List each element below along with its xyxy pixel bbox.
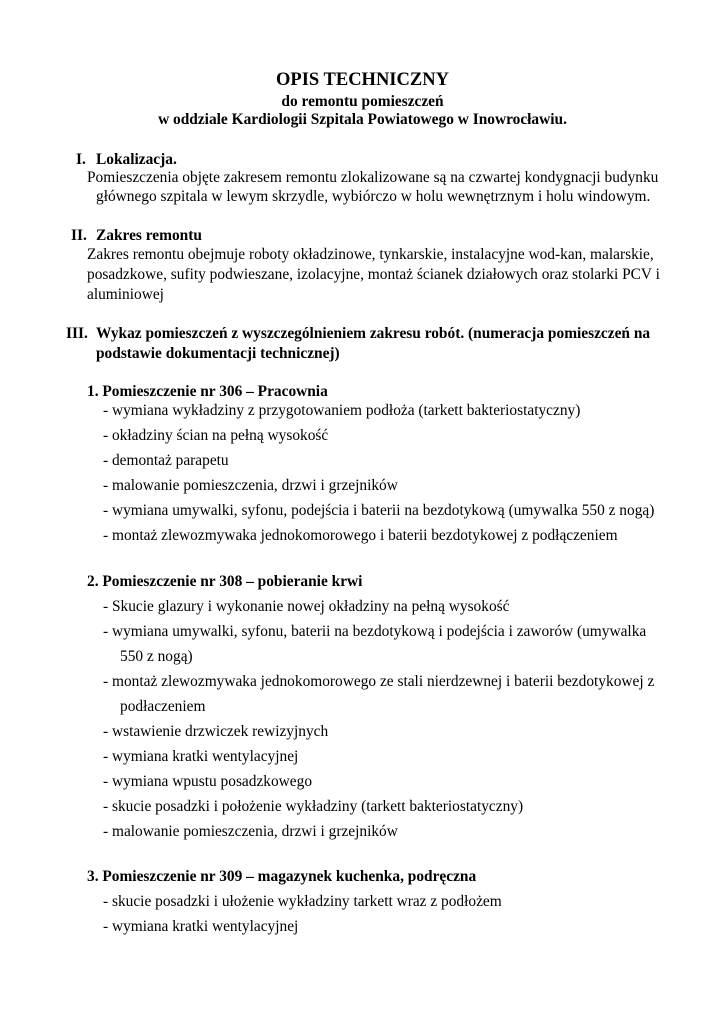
room-item: - malowanie pomieszczenia, drzwi i grzejników: [103, 823, 398, 840]
room-item: - wymiana wykładziny z przygotowaniem podłoża (tarkett bakteriostatyczny): [103, 402, 581, 419]
room-item: - skucie posadzki i ułożenie wykładziny tarkett wraz z podłożem: [103, 893, 502, 910]
section-number: I.: [76, 151, 86, 168]
room-item: - montaż zlewozmywaka jednokomorowego ze stali nierdzewnej i baterii bezdotykowej z: [103, 673, 655, 690]
room-item: - wstawienie drzwiczek rewizyjnych: [103, 723, 329, 740]
room-item: - malowanie pomieszczenia, drzwi i grzejników: [103, 477, 398, 494]
room-item: - wymiana umywalki, syfonu, baterii na bezdotykową i podejścia i zaworów (umywalka: [103, 623, 647, 640]
room-item: - wymiana wpustu posadzkowego: [103, 773, 313, 790]
section-text-line: Zakres remontu obejmuje roboty okładzinowe, tynkarskie, instalacyjne wod-kan, malarskie,: [87, 246, 654, 263]
document-subtitle-1: do remontu pomieszczeń: [281, 93, 444, 110]
section-text-line: głównego szpitala w lewym skrzydle, wybiórczo w holu wewnętrznym i holu windowym.: [96, 188, 651, 205]
section-text-line: Pomieszczenia objęte zakresem remontu zlokalizowane są na czwartej kondygnacji budynku: [87, 169, 659, 186]
section-text-line: posadzkowe, sufity podwieszane, izolacyjne, montaż ścianek działowych oraz stolarki PCV i: [87, 266, 660, 283]
section-number: III.: [66, 325, 88, 342]
room-item-continuation: 550 z nogą): [120, 648, 193, 665]
room-heading: 1. Pomieszczenie nr 306 – Pracownia: [87, 383, 328, 400]
section-title: Zakres remontu: [96, 227, 202, 244]
room-item: - demontaż parapetu: [103, 452, 229, 469]
room-item: - wymiana kratki wentylacyjnej: [103, 918, 299, 935]
room-item: - skucie posadzki i położenie wykładziny (tarkett bakteriostatyczny): [103, 798, 524, 815]
room-item: - okładziny ścian na pełną wysokość: [103, 427, 329, 444]
section-number: II.: [71, 227, 87, 244]
section-text-line: aluminiowej: [87, 286, 164, 303]
room-item: - wymiana kratki wentylacyjnej: [103, 748, 299, 765]
room-item-continuation: podłaczeniem: [120, 698, 206, 715]
room-heading: 2. Pomieszczenie nr 308 – pobieranie krwi: [87, 573, 363, 590]
room-item: - montaż zlewozmywaka jednokomorowego i baterii bezdotykowej z podłączeniem: [103, 527, 618, 544]
room-item: - wymiana umywalki, syfonu, podejścia i baterii na bezdotykową (umywalka 550 z nogą): [103, 502, 655, 519]
section-title: Lokalizacja.: [96, 151, 177, 168]
room-heading: 3. Pomieszczenie nr 309 – magazynek kuchenka, podręczna: [87, 868, 477, 885]
section-title-line: podstawie dokumentacji technicznej): [96, 345, 340, 362]
document-title: OPIS TECHNICZNY: [276, 70, 449, 90]
room-item: - Skucie glazury i wykonanie nowej okładziny na pełną wysokość: [103, 598, 510, 615]
document-subtitle-2: w oddziale Kardiologii Szpitala Powiatowego w Inowrocławiu.: [158, 111, 567, 128]
section-title-line: Wykaz pomieszczeń z wyszczególnieniem zakresu robót. (numeracja pomieszczeń na: [96, 325, 651, 342]
